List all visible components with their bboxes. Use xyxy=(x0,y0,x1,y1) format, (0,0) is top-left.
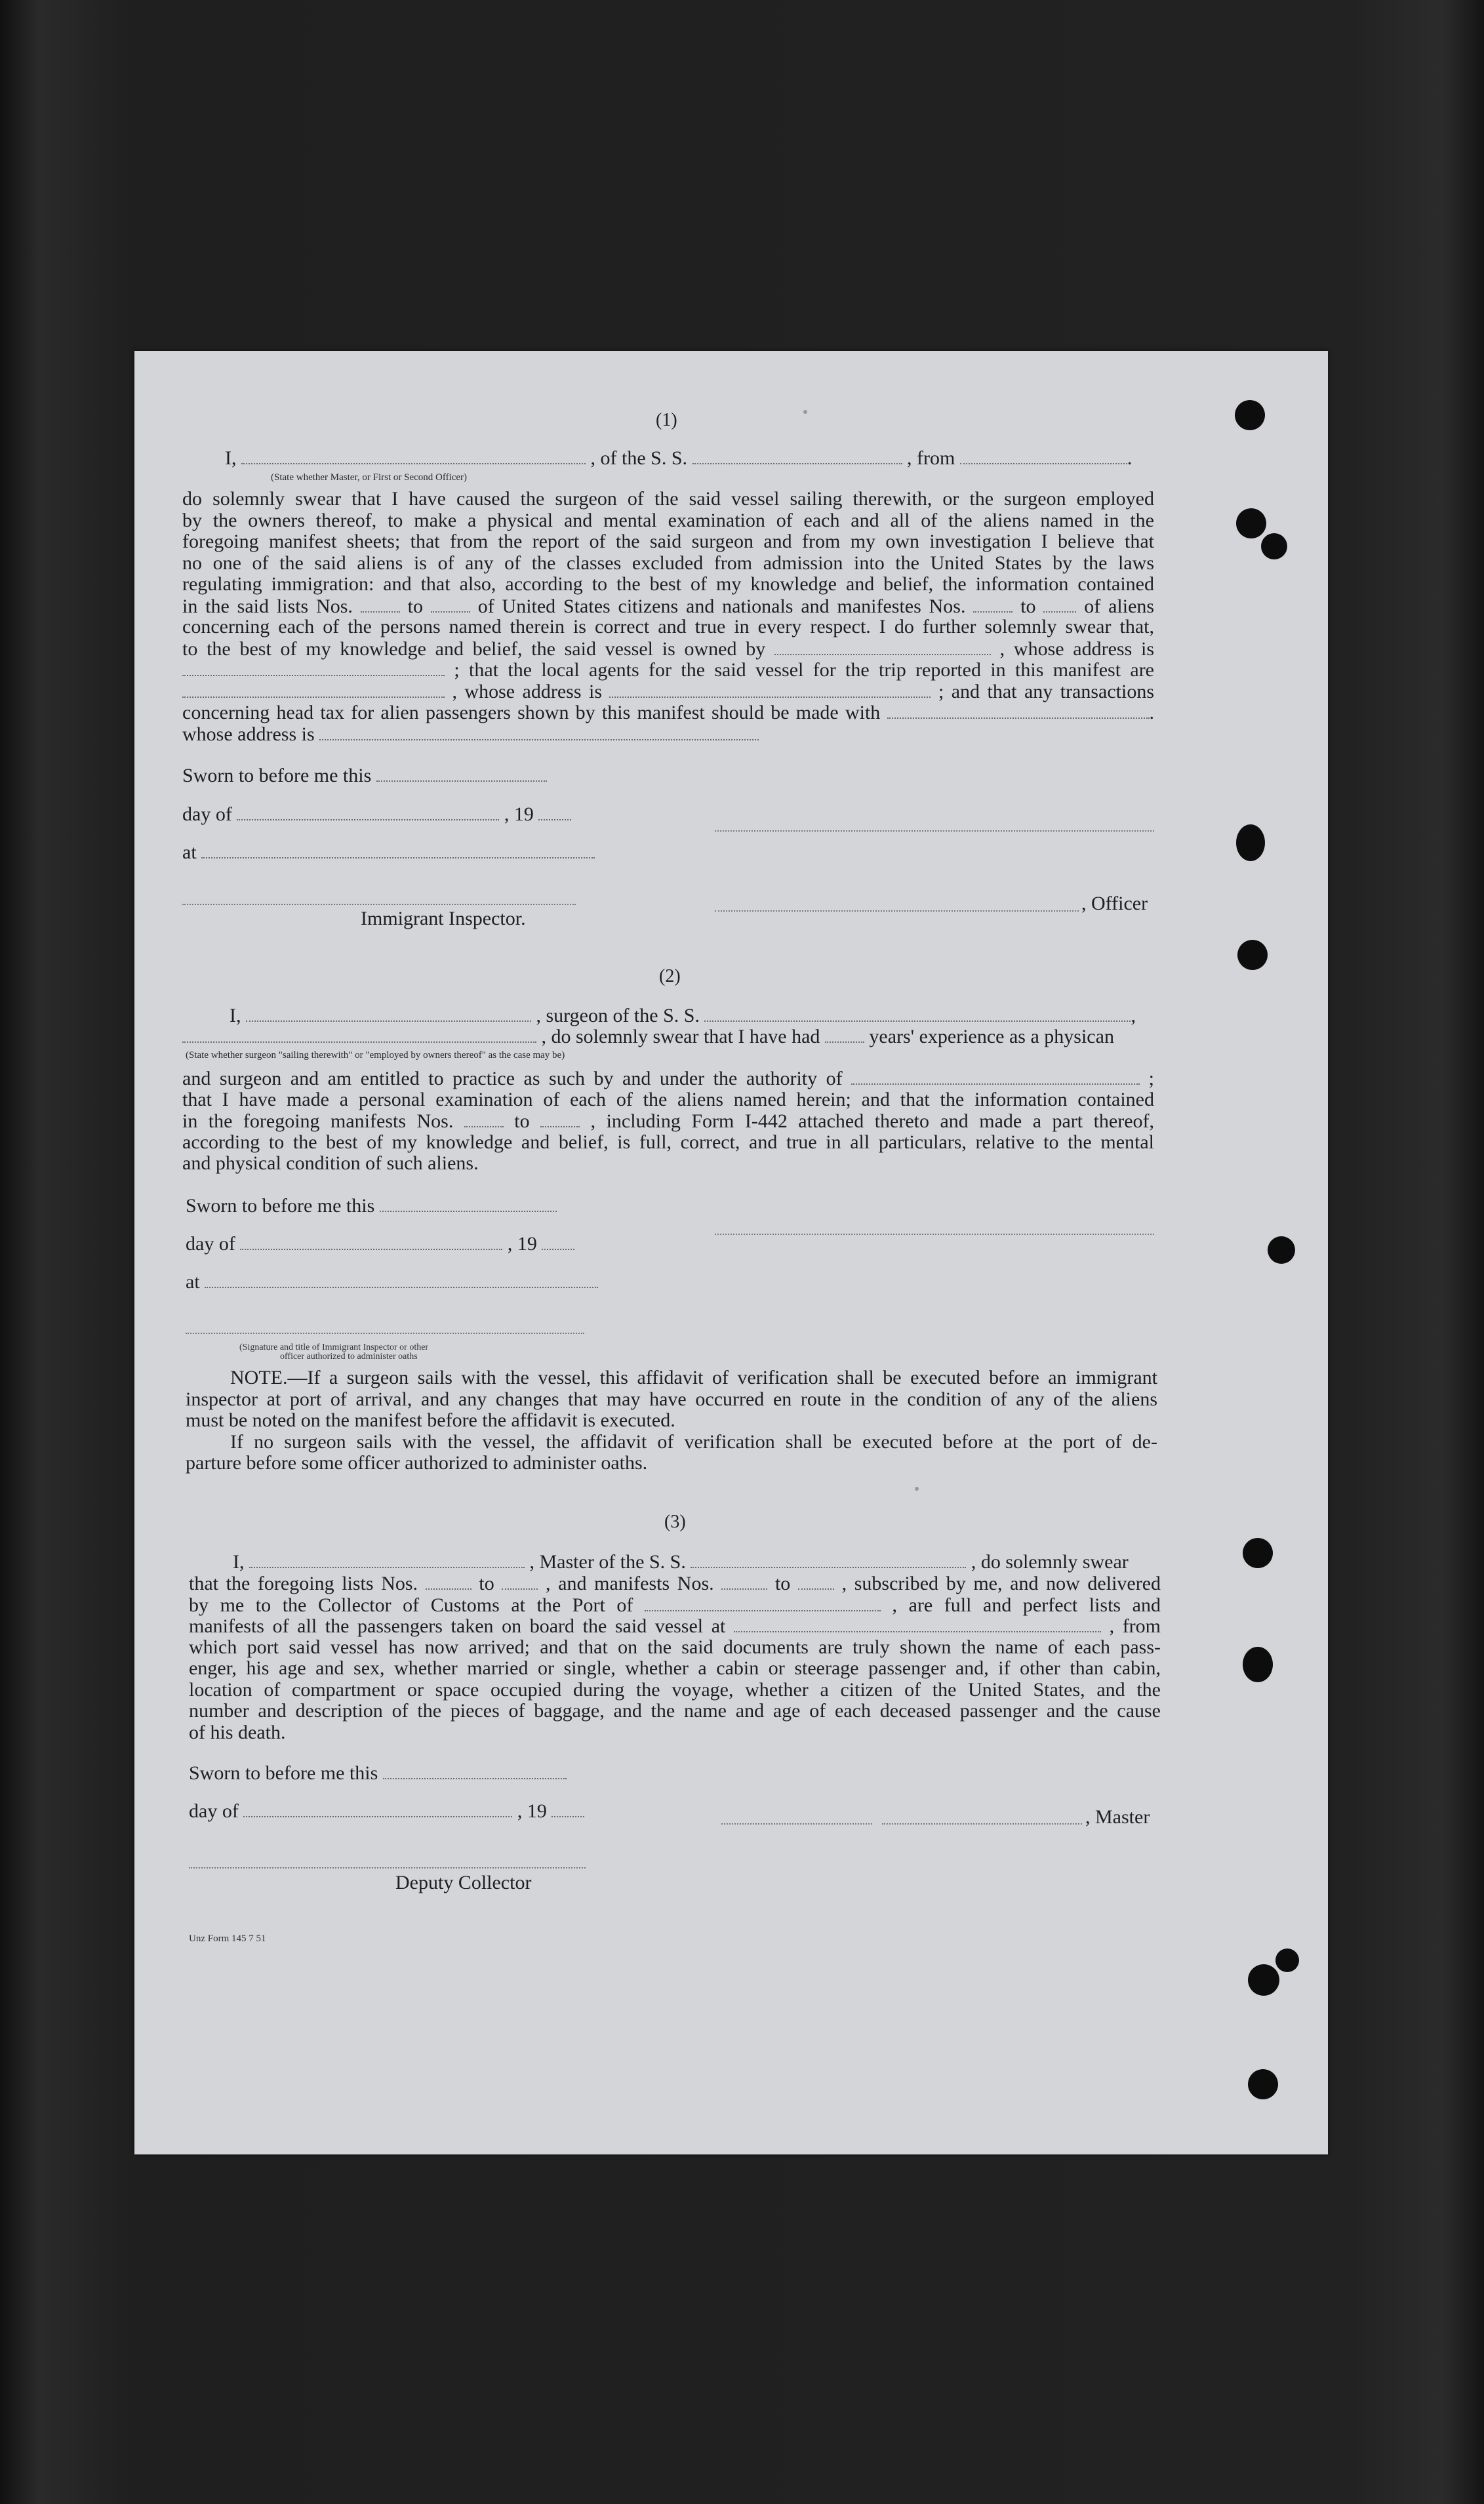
label-to: to xyxy=(514,1110,530,1132)
place-field[interactable] xyxy=(201,841,595,858)
master-list-from-field[interactable] xyxy=(426,1573,471,1590)
label-period: . xyxy=(1149,702,1155,723)
years-experience-field[interactable] xyxy=(825,1026,864,1043)
label-manifests-nos: in the foregoing manifests Nos. xyxy=(182,1110,454,1132)
text-line xyxy=(182,723,1154,745)
master-signature-line-1[interactable] xyxy=(721,1823,872,1825)
punch-hole xyxy=(1236,508,1266,538)
text-line xyxy=(182,638,1154,660)
text-line xyxy=(186,1432,1157,1453)
surgeon-manifest-to-field[interactable] xyxy=(540,1110,580,1127)
head-tax-address-field[interactable] xyxy=(319,723,759,740)
sworn-date-field[interactable] xyxy=(383,1762,567,1779)
label-i: I, xyxy=(230,1005,241,1026)
text-line: regulating immigration: and that also, according to the best of my knowledge and belief, the information contained xyxy=(182,573,1154,595)
master-list-to-field[interactable] xyxy=(502,1573,538,1590)
sworn-date-field[interactable] xyxy=(376,765,547,782)
text-line: location of compartment or space occupied during the voyage, whether a citizen of the United States, and the xyxy=(189,1678,1161,1701)
local-agents-field[interactable] xyxy=(182,681,445,698)
text-line: concerning each of the persons named therein is correct and true in every respect. I do further solemnly swear that, xyxy=(182,616,1154,637)
surgeon-signature-line[interactable] xyxy=(715,1234,1154,1235)
punch-hole xyxy=(1235,400,1265,430)
scan-mark xyxy=(803,410,807,414)
alien-manifest-to-field[interactable] xyxy=(1043,596,1076,613)
day-of-line xyxy=(182,803,571,826)
place-field[interactable] xyxy=(205,1271,598,1288)
text-line: according to the best of my knowledge and belief, is full, correct, and true in all particulars, relative to the mental xyxy=(182,1131,1154,1153)
officer-signature-line-1[interactable] xyxy=(715,830,1154,832)
label-immigrant-inspector: Immigrant Inspector. xyxy=(361,908,526,929)
section-number: (1) xyxy=(656,410,677,430)
port-field[interactable] xyxy=(645,1594,881,1611)
label-at: at xyxy=(182,841,197,863)
label-sworn: Sworn to before me this xyxy=(182,765,372,786)
text-line: by the owners thereof, to make a physical and mental examination of each and all of the aliens named in the xyxy=(182,509,1154,531)
label-master: , Master xyxy=(1085,1806,1150,1828)
signature-caption: officer authorized to administer oaths xyxy=(280,1352,418,1362)
label-year: , 19 xyxy=(504,803,534,825)
month-field[interactable] xyxy=(240,1233,502,1250)
label-surgeon-of: , surgeon of the S. S. xyxy=(536,1005,700,1026)
label-period: . xyxy=(1127,447,1133,469)
signature-caption: (Signature and title of Immigrant Inspector or other xyxy=(239,1343,429,1352)
day-of-line xyxy=(186,1233,574,1255)
note-text: If no surgeon sails with the vessel, the affidavit of verification shall be executed before at the port of de- xyxy=(230,1430,1157,1453)
text-line: that I have made a personal examination of each of the aliens named herein; and that the information contained xyxy=(182,1088,1154,1110)
agents-address-field[interactable] xyxy=(609,681,931,698)
surgeon-name-field[interactable] xyxy=(246,1005,531,1022)
surgeon-manifest-from-field[interactable] xyxy=(464,1110,504,1127)
label-at: at xyxy=(186,1271,200,1293)
label-authority: and surgeon and am entitled to practice as such by and under the authority of xyxy=(182,1068,843,1089)
text-line xyxy=(182,1068,1154,1089)
sworn-line xyxy=(189,1762,567,1785)
vessel-name-field[interactable] xyxy=(692,447,902,464)
label-year: , 19 xyxy=(517,1800,547,1822)
master-vessel-field[interactable] xyxy=(691,1551,966,1568)
punch-hole xyxy=(1268,1236,1295,1264)
authority-field[interactable] xyxy=(851,1068,1140,1085)
label-whose-address: whose address is xyxy=(182,723,315,745)
text-line: and physical condition of such aliens. xyxy=(182,1152,479,1174)
punch-hole xyxy=(1236,824,1265,861)
punch-hole xyxy=(1237,940,1268,970)
text-line: no one of the said aliens is of any of the classes excluded from admission into the United States by the laws xyxy=(182,552,1154,574)
label-to: to xyxy=(774,1573,791,1594)
declarant-name-field[interactable] xyxy=(241,447,586,464)
label-owned-by: to the best of my knowledge and belief, the said vessel is owned by xyxy=(182,637,766,660)
day-of-line xyxy=(189,1800,584,1823)
declarant-line xyxy=(225,447,1169,470)
text-line: must be noted on the manifest before the affidavit is executed. xyxy=(186,1409,675,1431)
citizen-list-from-field[interactable] xyxy=(361,596,400,613)
label-collector: by me to the Collector of Customs at the Port of xyxy=(189,1594,633,1616)
label-from: , from xyxy=(1109,1615,1161,1637)
owner-address-field[interactable] xyxy=(182,659,445,676)
label-sworn: Sworn to before me this xyxy=(189,1762,378,1784)
punch-hole xyxy=(1248,1964,1279,1996)
label-taken-on-board: manifests of all the passengers taken on board the said vessel at xyxy=(189,1615,726,1637)
note-paragraph xyxy=(186,1367,1157,1474)
label-lists-nos: that the foregoing lists Nos. xyxy=(189,1573,418,1594)
label-manifests: of United States citizens and nationals and manifestes Nos. xyxy=(477,595,966,617)
head-tax-contact-field[interactable] xyxy=(887,702,1150,719)
label-comma: , xyxy=(1131,1005,1136,1026)
departure-port-field[interactable] xyxy=(960,447,1127,464)
text-line: do solemnly swear that I have caused the surgeon of the said vessel sailing therewith, or the surgeon employed xyxy=(182,488,1154,510)
oath-paragraph xyxy=(182,489,1154,744)
experience-line xyxy=(182,1026,1114,1048)
month-field[interactable] xyxy=(243,1800,512,1817)
label-whose-address: , whose address is xyxy=(999,637,1155,660)
sworn-line xyxy=(186,1195,557,1217)
text-line xyxy=(182,681,1154,702)
punch-hole xyxy=(1243,1647,1273,1682)
surgeon-status-field[interactable] xyxy=(182,1026,536,1043)
text-line: enger, his age and sex, whether married or single, whether a cabin or steerage passenger and, if other than cabin, xyxy=(189,1657,1161,1679)
manifest-verification-form xyxy=(134,351,1328,2154)
label-i: I, xyxy=(233,1551,245,1573)
officer-signature-line-2[interactable] xyxy=(715,910,1079,912)
text-line: parture before some officer authorized to administer oaths. xyxy=(186,1452,648,1474)
label-master-of: , Master of the S. S. xyxy=(529,1551,686,1573)
sworn-line xyxy=(182,765,547,787)
label-i: I, xyxy=(225,447,237,469)
label-full-perfect: , are full and perfect lists and xyxy=(892,1594,1161,1616)
label-swear: , do solemnly swear xyxy=(971,1551,1129,1573)
label-manifests-nos: , and manifests Nos. xyxy=(546,1573,714,1594)
label-to: to xyxy=(1020,595,1036,617)
citizen-list-to-field[interactable] xyxy=(431,596,470,613)
sworn-date-field[interactable] xyxy=(380,1195,557,1212)
year-field[interactable] xyxy=(551,1800,584,1817)
field-caption: (State whether Master, or First or Second Officer) xyxy=(271,472,468,483)
label-day-of: day of xyxy=(182,803,232,825)
label-year: , 19 xyxy=(507,1233,537,1255)
surgeon-paragraph xyxy=(182,1068,1154,1175)
year-field[interactable] xyxy=(542,1233,574,1250)
text-line: number and description of the pieces of baggage, and the name and age of each deceased passenger and the cause xyxy=(189,1700,1161,1722)
label-subscribed: , subscribed by me, and now delivered xyxy=(841,1573,1161,1594)
text-line: foregoing manifest sheets; that from the report of the said surgeon and from my own investigation I believe that xyxy=(182,531,1154,552)
month-field[interactable] xyxy=(237,803,499,820)
section-number: (3) xyxy=(664,1512,686,1532)
note-text: NOTE.—If a surgeon sails with the vessel, this affidavit of verification shall be executed before an immigrant xyxy=(230,1367,1157,1388)
alien-manifest-from-field[interactable] xyxy=(973,596,1013,613)
field-caption: (State whether surgeon "sailing therewith" or "employed by owners thereof" as the case may be) xyxy=(186,1050,565,1060)
label-of-aliens: of aliens xyxy=(1084,595,1155,617)
label-sworn: Sworn to before me this xyxy=(186,1195,375,1217)
text-line xyxy=(182,1110,1154,1132)
punch-hole xyxy=(1248,2069,1278,2099)
label-to: to xyxy=(479,1573,494,1594)
label-to: to xyxy=(407,595,423,617)
punch-hole xyxy=(1275,1949,1299,1972)
text-line xyxy=(186,1367,1157,1389)
inspector-signature-line[interactable] xyxy=(182,904,576,905)
master-signature-line-2[interactable] xyxy=(882,1823,1082,1825)
master-name-field[interactable] xyxy=(249,1551,525,1568)
label-of-ss: , of the S. S. xyxy=(590,447,688,469)
text-line xyxy=(189,1594,1161,1616)
label-head-tax: concerning head tax for alien passengers shown by this manifest should be made with xyxy=(182,702,881,723)
master-manifest-to-field[interactable] xyxy=(798,1573,834,1590)
text-line xyxy=(182,659,1154,681)
label-day-of: day of xyxy=(186,1233,235,1255)
label-local-agents: ; that the local agents for the said vessel for the trip reported in this manifest are xyxy=(454,659,1154,681)
label-form-i442: , including Form I-442 attached thereto and made a part thereof, xyxy=(590,1110,1155,1132)
label-deputy-collector: Deputy Collector xyxy=(395,1872,532,1893)
section-number: (2) xyxy=(659,966,681,986)
label-swear-experience: , do solemnly swear that I have had xyxy=(541,1026,820,1047)
master-line xyxy=(233,1551,1157,1573)
label-transactions: ; and that any transactions xyxy=(938,680,1155,702)
text-line: which port said vessel has now arrived; and that on the said documents are truly shown the name of each pass- xyxy=(189,1636,1161,1658)
text-line xyxy=(189,1573,1161,1594)
label-semicolon: ; xyxy=(1148,1068,1155,1089)
punch-hole xyxy=(1261,533,1287,559)
owner-field[interactable] xyxy=(774,638,991,655)
label-day-of: day of xyxy=(189,1800,239,1822)
deputy-signature-line[interactable] xyxy=(189,1867,586,1868)
at-line xyxy=(182,841,595,864)
surgeon-vessel-field[interactable] xyxy=(704,1005,1131,1022)
text-line: of his death. xyxy=(189,1721,286,1743)
punch-hole xyxy=(1243,1538,1273,1568)
officer-signature-line[interactable] xyxy=(186,1333,584,1334)
surgeon-line xyxy=(230,1005,1154,1027)
form-number: Unz Form 145 7 51 xyxy=(189,1933,266,1944)
text-line xyxy=(182,596,1154,617)
text-line xyxy=(182,702,1154,723)
master-manifest-from-field[interactable] xyxy=(721,1573,767,1590)
label-whose-address: , whose address is xyxy=(452,680,602,702)
label-from: , from xyxy=(907,447,955,469)
master-paragraph xyxy=(189,1573,1161,1743)
text-line xyxy=(189,1615,1161,1637)
at-line xyxy=(186,1271,598,1293)
label-officer: , Officer xyxy=(1081,893,1148,914)
boarding-port-field[interactable] xyxy=(734,1615,1101,1632)
text-line: inspector at port of arrival, and any changes that may have occurred en route in the condition of any of the aliens xyxy=(186,1388,1157,1410)
label-lists-nos: in the said lists Nos. xyxy=(182,595,353,617)
scan-mark xyxy=(915,1487,919,1491)
label-years-physician: years' experience as a physican xyxy=(869,1026,1114,1047)
year-field[interactable] xyxy=(538,803,571,820)
